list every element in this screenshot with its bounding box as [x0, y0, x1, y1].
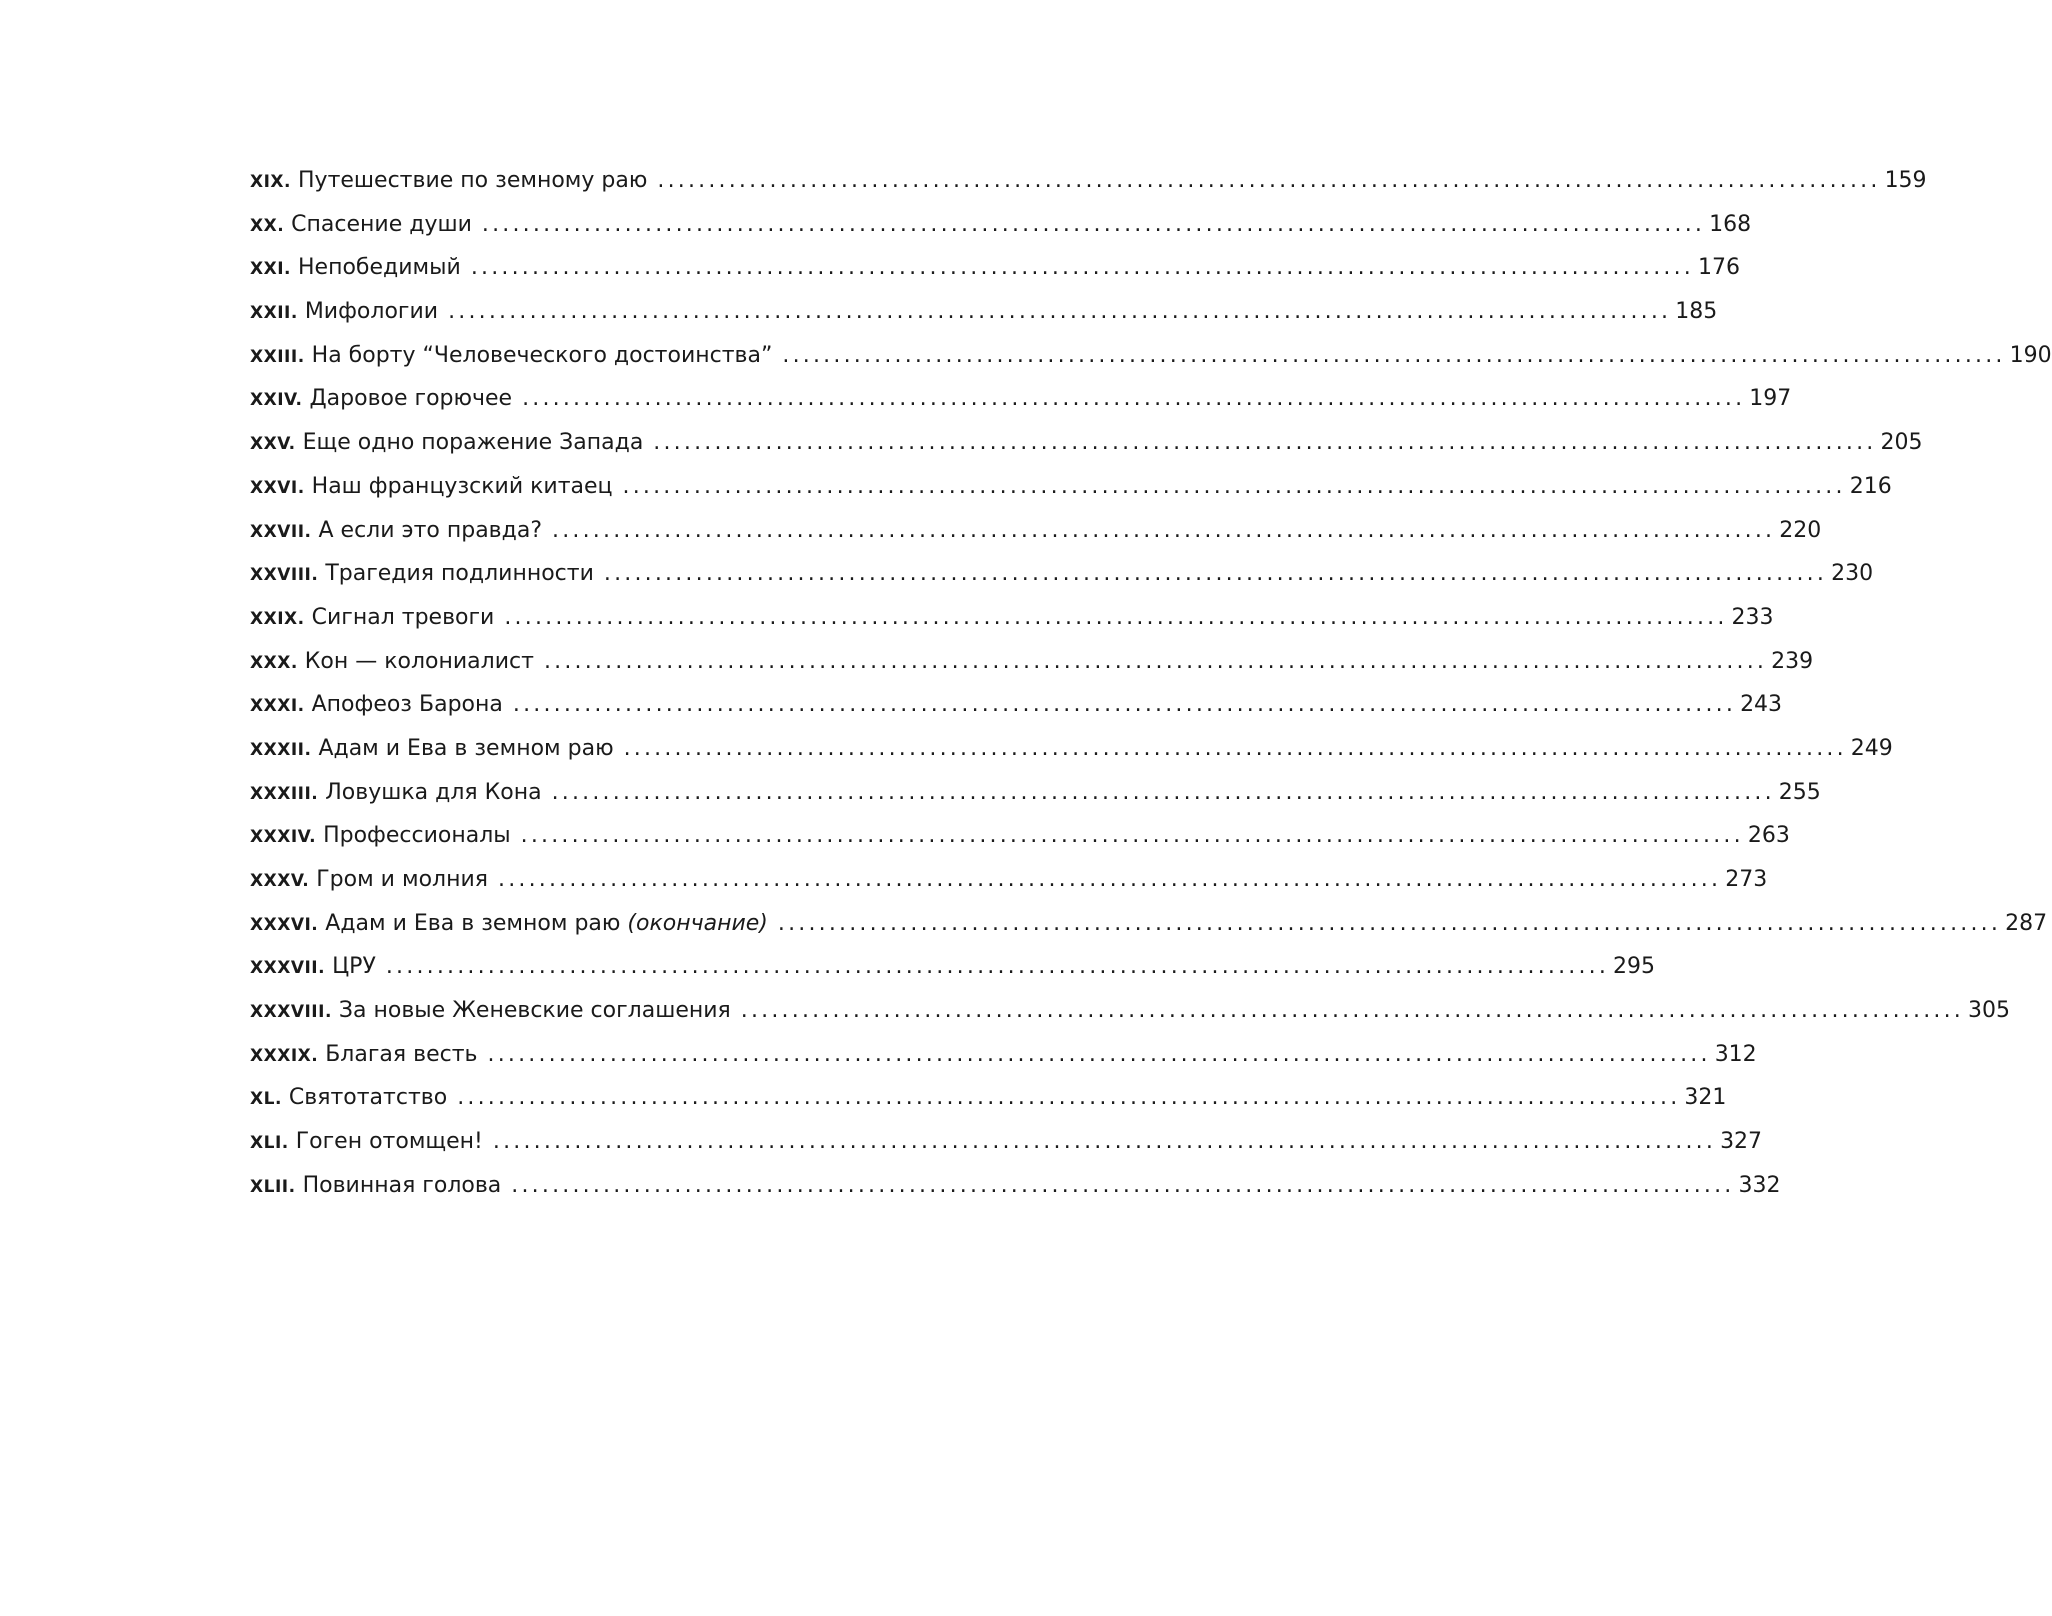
chapter-number: XXI. [250, 259, 291, 280]
dot-leader: ........................................................................................................................ [492, 1129, 1717, 1155]
chapter-number: XXVI. [250, 477, 305, 498]
chapter-title: Даровое горючее [309, 386, 513, 412]
dot-leader: ........................................................................................................................ [522, 386, 1746, 412]
dot-leader: ........................................................................................................................ [777, 910, 2002, 936]
chapter-title [325, 911, 768, 936]
chapter-title: Сигнал тревоги [311, 604, 495, 630]
page-number: 332 [1738, 1172, 1781, 1198]
dot-leader: ........................................................................................................................ [740, 998, 1964, 1024]
chapter-title: Апофеоз Барона [311, 692, 503, 718]
dot-leader: ........................................................................................................................ [481, 211, 1706, 237]
page-number: 220 [1779, 517, 1822, 543]
toc-entry [250, 735, 1893, 780]
dot-leader: ........................................................................................................................ [385, 954, 1610, 980]
chapter-title: За новые Женевские соглашения [338, 998, 731, 1024]
dot-leader: ........................................................................................................................ [657, 168, 1881, 193]
chapter-title-italic: (окончание) [627, 910, 768, 936]
page-number: 263 [1747, 823, 1790, 849]
page-number: 230 [1831, 561, 1874, 587]
page-number: 321 [1684, 1085, 1727, 1111]
chapter-title: А если это правда? [318, 517, 543, 543]
toc-entry [250, 386, 1792, 430]
toc-entry [250, 561, 1874, 605]
chapter-number: XXXI. [250, 696, 305, 717]
chapter-title: Кон — колониалист [304, 648, 534, 674]
dot-leader: ........................................................................................................................ [457, 1085, 1681, 1111]
chapter-title: Гоген отомщен! [295, 1129, 483, 1155]
dot-leader: ........................................................................................................................ [551, 779, 1775, 805]
chapter-title: На борту “Человеческого достоинства” [311, 342, 773, 368]
dot-leader: ........................................................................................................................ [498, 867, 1722, 892]
toc-entry [250, 779, 1821, 824]
toc-entry [250, 910, 2048, 955]
toc-entry [250, 517, 1822, 562]
chapter-title: Мифологии [304, 299, 439, 325]
chapter-title: Благая весть [325, 1041, 478, 1067]
chapter-number: XXIX. [250, 608, 305, 629]
chapter-number: XXXIV. [250, 827, 317, 848]
chapter-number: XXVIII. [250, 565, 319, 586]
chapter-number: XXV. [250, 434, 296, 455]
toc-entry [250, 1172, 1781, 1217]
chapter-number: XXX. [250, 652, 298, 673]
chapter-title: Наш французский китаец [311, 473, 613, 499]
toc-entry [250, 168, 1927, 212]
page-number: 249 [1850, 735, 1893, 761]
table-of-contents [250, 168, 2052, 1217]
chapter-number: XXXV. [250, 871, 310, 891]
toc-entry [250, 867, 1768, 911]
chapter-title: Непобедимый [298, 255, 461, 281]
toc-entry [250, 1041, 1757, 1086]
page-number: 190 [2009, 342, 2052, 368]
dot-leader: ........................................................................................................................ [782, 342, 2006, 368]
toc-entry [250, 1085, 1727, 1129]
chapter-title: Путешествие по земному раю [298, 168, 648, 193]
chapter-number: XIX. [250, 172, 291, 192]
dot-leader: ........................................................................................................................ [552, 517, 1776, 543]
chapter-title: Ловушка для Кона [325, 779, 542, 805]
toc-entry [250, 998, 2010, 1042]
chapter-number: XXII. [250, 303, 298, 324]
toc-entry [250, 430, 1923, 474]
chapter-title: Повинная голова [302, 1172, 502, 1198]
toc-entry [250, 1129, 1763, 1173]
page-number: 295 [1613, 954, 1656, 980]
chapter-number: XLI. [250, 1133, 289, 1154]
page-number: 185 [1675, 299, 1718, 325]
page-number: 205 [1880, 430, 1923, 456]
dot-leader: ........................................................................................................................ [512, 692, 1737, 718]
page-number: 312 [1714, 1041, 1757, 1067]
toc-entry [250, 255, 1740, 299]
chapter-title: Святотатство [288, 1085, 448, 1111]
dot-leader: ........................................................................................................................ [653, 430, 1877, 456]
chapter-title: Гром и молния [316, 867, 489, 892]
page-number: 327 [1720, 1129, 1763, 1155]
page-number: 239 [1771, 648, 1814, 674]
page-number: 176 [1698, 255, 1740, 281]
chapter-title: Еще одно поражение Запада [302, 430, 644, 456]
dot-leader: ........................................................................................................................ [448, 299, 1672, 325]
chapter-number: XLII. [250, 1176, 296, 1197]
dot-leader: ........................................................................................................................ [504, 604, 1728, 630]
chapter-number: XXXII. [250, 739, 312, 760]
chapter-number: XXXIII. [250, 783, 319, 804]
dot-leader: ........................................................................................................................ [623, 735, 1847, 761]
chapter-title: Профессионалы [323, 823, 511, 849]
chapter-number: XXIII. [250, 346, 305, 367]
toc-entry [250, 299, 1718, 343]
chapter-title: ЦРУ [332, 954, 376, 980]
page-number: 233 [1731, 604, 1774, 630]
chapter-title: Адам и Ева в земном раю [318, 735, 614, 761]
dot-leader: ........................................................................................................................ [622, 473, 1846, 499]
dot-leader: ........................................................................................................................ [470, 255, 1694, 281]
page-number: 273 [1725, 867, 1768, 892]
page-number: 243 [1740, 692, 1783, 718]
page-number: 168 [1709, 211, 1752, 237]
page-number: 255 [1778, 779, 1821, 805]
page-number: 159 [1884, 168, 1927, 193]
chapter-number: XXVII. [250, 521, 312, 542]
toc-entry [250, 648, 1814, 693]
dot-leader: ........................................................................................................................ [603, 561, 1828, 587]
toc-entry [250, 954, 1656, 998]
page-number: 197 [1749, 386, 1792, 412]
chapter-number: XXIV. [250, 390, 303, 411]
page-number: 305 [1967, 998, 2010, 1024]
page-number: 287 [2005, 910, 2048, 936]
dot-leader: ........................................................................................................................ [487, 1041, 1711, 1067]
chapter-number: XX. [250, 215, 285, 236]
chapter-title: Трагедия подлинности [325, 561, 594, 587]
toc-entry [250, 823, 1790, 867]
toc-entry [250, 473, 1892, 518]
toc-entry [250, 692, 1783, 736]
chapter-number: XXXVII. [250, 958, 326, 979]
toc-entry [250, 211, 1752, 256]
chapter-title: Спасение души [291, 211, 472, 237]
dot-leader: ........................................................................................................................ [543, 648, 1768, 674]
toc-entry [250, 342, 2052, 387]
chapter-title-text: Адам и Ева в земном раю [325, 910, 621, 936]
toc-entry [250, 604, 1774, 649]
page-number: 216 [1849, 473, 1892, 499]
dot-leader: ........................................................................................................................ [511, 1172, 1735, 1198]
chapter-number: XL. [250, 1089, 282, 1110]
chapter-number: XXXVIII. [250, 1002, 332, 1023]
chapter-number: XXXVI. [250, 914, 319, 935]
dot-leader: ........................................................................................................................ [520, 823, 1744, 849]
chapter-number: XXXIX. [250, 1045, 319, 1066]
